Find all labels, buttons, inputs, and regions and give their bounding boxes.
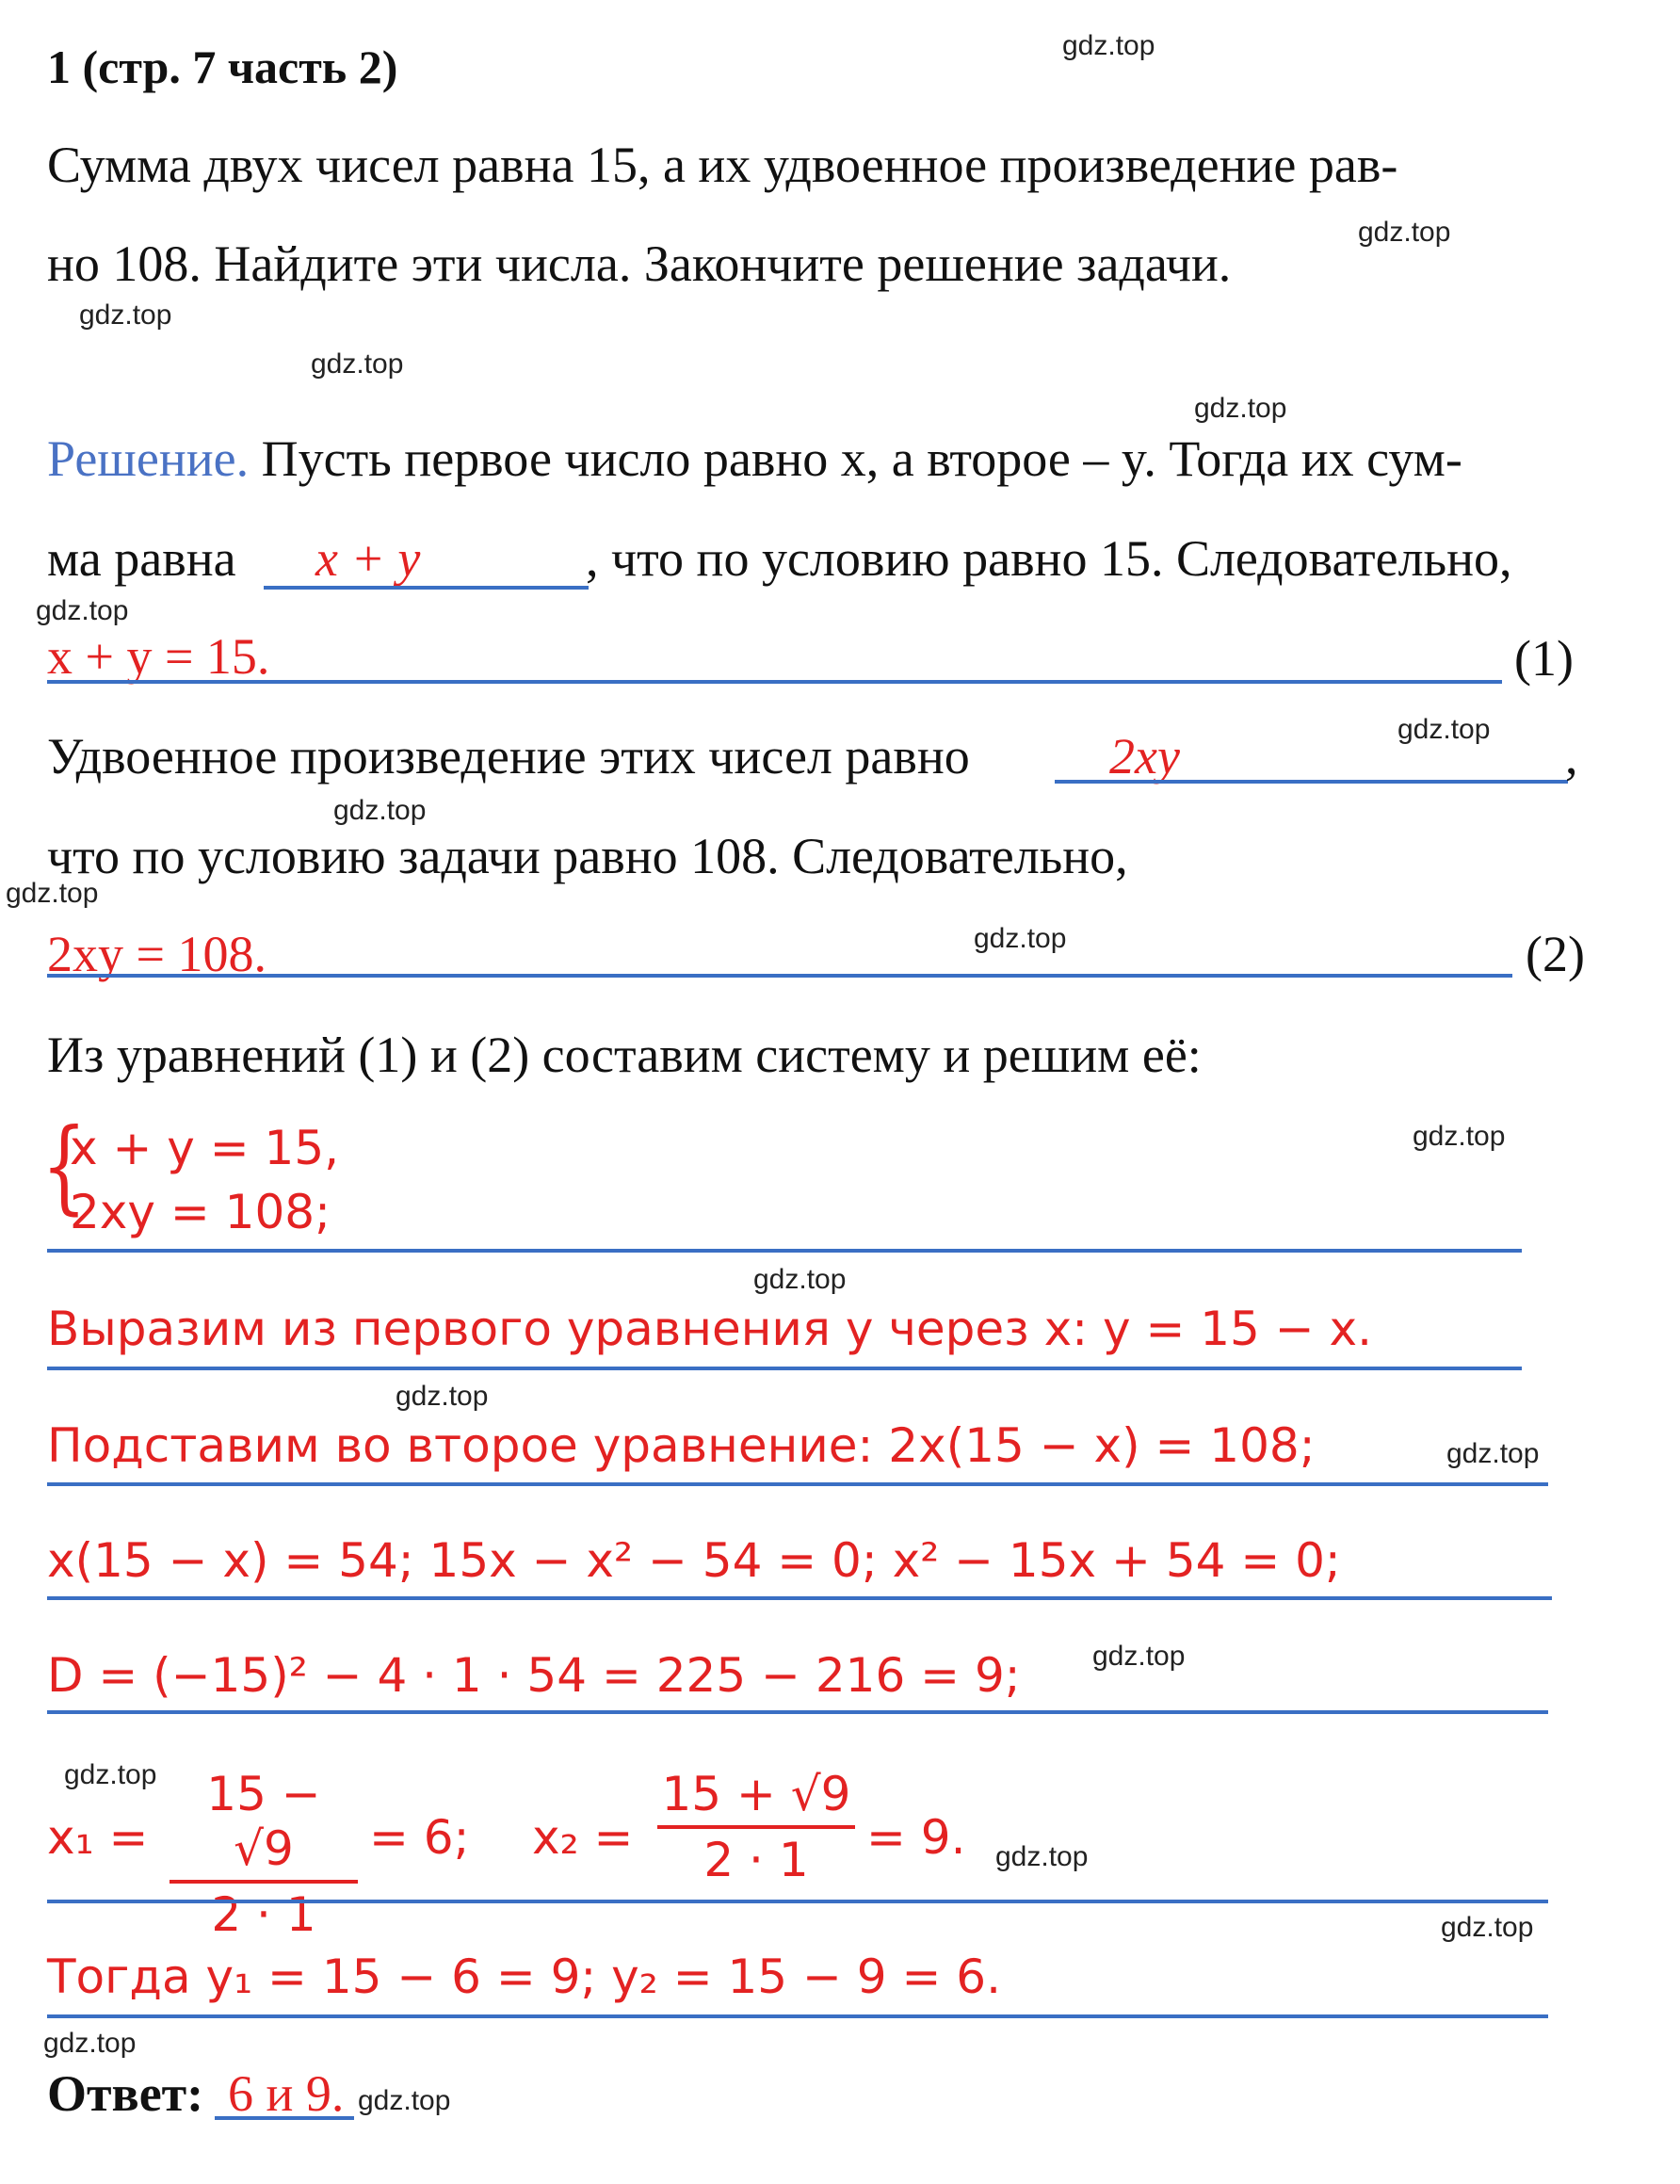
fill-sum-underline [264,586,589,590]
watermark: gdz.top [79,299,172,331]
root-x1-label: x₁ = [47,1810,149,1865]
root-x2-result: = 9. [866,1810,966,1865]
watermark: gdz.top [36,595,129,626]
solution-line-4: что по условию задачи равно 108. Следовательно, [47,828,1128,884]
watermark: gdz.top [1397,714,1491,745]
root-x2-fraction [657,1767,855,1887]
answer-value: 6 и 9. [228,2065,345,2122]
watermark: gdz.top [6,878,99,909]
problem-line-2: но 108. Найдите эти числа. Закончите решение задачи. [47,235,1232,292]
equation-1: x + y = 15. [47,628,270,685]
step-3: x(15 − x) = 54; 15x − x² − 54 = 0; x² − 15x + 54 = 0; [47,1533,1341,1588]
answer-underline [215,2116,354,2120]
root-x1-denominator: 2 · 1 [211,1887,316,1942]
root-x1-fraction [170,1767,358,1942]
watermark: gdz.top [1413,1121,1506,1152]
step-1: Выразим из первого уравнения y через x: y = 15 − x. [47,1302,1373,1356]
roots-underline [47,1900,1548,1903]
problem-line-1: Сумма двух чисел равна 15, а их удвоенное произведение рав- [47,137,1398,193]
step-6-underline [47,2014,1548,2018]
fill-sum-answer: x + y [315,530,421,587]
root-x1-bar [170,1880,358,1884]
equation-2: 2xy = 108. [47,926,267,982]
equation-1-underline [47,680,1502,684]
equation-2-underline [47,974,1512,978]
watermark: gdz.top [1441,1912,1534,1943]
step-6: Тогда y₁ = 15 − 6 = 9; y₂ = 15 − 9 = 6. [47,1949,1001,2004]
answer-label: Ответ: [47,2065,204,2122]
step-2-underline [47,1482,1548,1486]
fill-product-underline [1055,780,1568,784]
watermark: gdz.top [64,1759,157,1790]
root-x2-bar [657,1825,855,1829]
system-brace: { [41,1108,88,1225]
system-row-1: x + y = 15, [70,1121,340,1175]
solution-line-2-suffix: , что по условию равно 15. Следовательно, [586,530,1512,587]
watermark: gdz.top [974,923,1067,954]
watermark: gdz.top [1194,393,1287,424]
equation-2-number: (2) [1526,926,1585,982]
step-4-underline [47,1710,1548,1714]
solution-line-2-prefix: ма равна [47,530,236,587]
root-x2-numerator: 15 + √9 [661,1767,851,1821]
watermark: gdz.top [1062,30,1155,61]
step-4: D = (−15)² − 4 · 1 · 54 = 225 − 216 = 9; [47,1648,1021,1703]
solution-line-3-suffix: , [1565,728,1578,785]
equation-1-number: (1) [1514,630,1574,687]
watermark: gdz.top [358,2085,451,2116]
fill-product-answer: 2xy [1109,728,1180,785]
page-title: 1 (стр. 7 часть 2) [47,40,398,93]
solution-line-5: Из уравнений (1) и (2) составим систему и решим её: [47,1027,1202,1083]
watermark: gdz.top [43,2028,137,2059]
root-x2-denominator: 2 · 1 [703,1833,809,1887]
solution-line-1-text: Пусть первое число равно x, а второе – y. Тогда их сум- [261,430,1462,487]
watermark: gdz.top [753,1264,847,1295]
system-underline [47,1249,1522,1253]
watermark: gdz.top [995,1841,1089,1872]
root-x2-label: x₂ = [532,1810,634,1865]
solution-line-3-prefix: Удвоенное произведение этих чисел равно [47,728,970,785]
step-2: Подставим во второе уравнение: 2x(15 − x) = 108; [47,1418,1316,1473]
root-x1-numerator: 15 − √9 [206,1767,321,1876]
solution-label: Решение. [47,430,250,487]
root-x1-result: = 6; [369,1810,470,1865]
watermark: gdz.top [311,348,404,380]
watermark: gdz.top [396,1381,489,1412]
watermark: gdz.top [333,795,427,826]
step-1-underline [47,1367,1522,1370]
step-3-underline [47,1596,1552,1600]
system-row-2: 2xy = 108; [70,1185,331,1239]
solution-line-1 [47,430,1462,487]
watermark: gdz.top [1358,217,1451,248]
watermark: gdz.top [1092,1641,1186,1672]
watermark: gdz.top [1446,1438,1540,1469]
